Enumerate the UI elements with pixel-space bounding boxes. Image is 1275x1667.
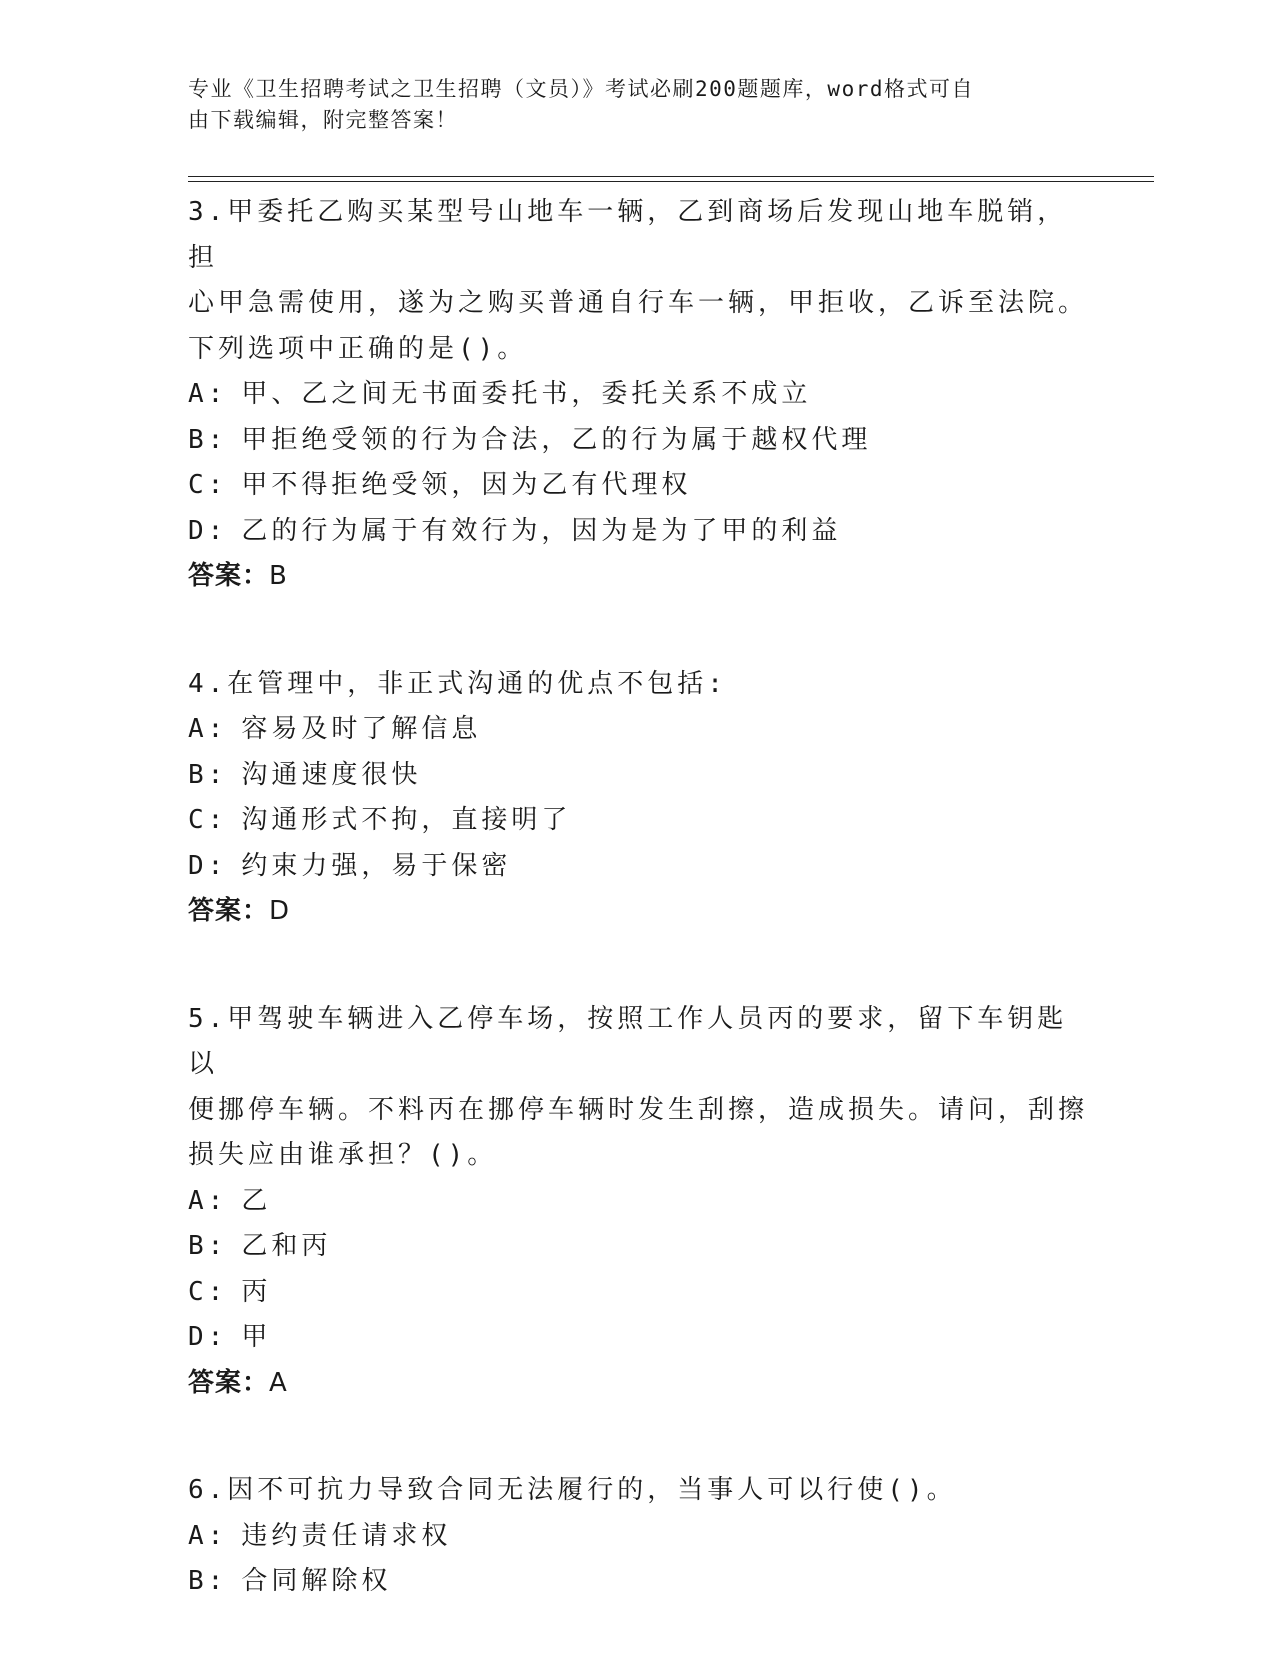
option-text: 乙和丙 bbox=[241, 1231, 332, 1261]
header-divider-bottom bbox=[188, 181, 1154, 182]
question-4 bbox=[188, 662, 1088, 935]
question-stem bbox=[188, 1468, 1088, 1514]
question-list bbox=[188, 190, 1088, 1667]
option-c bbox=[188, 463, 1088, 509]
option-letter: B: bbox=[188, 759, 228, 790]
option-letter: A: bbox=[188, 714, 228, 744]
option-letter: C: bbox=[188, 1276, 228, 1307]
document-header bbox=[188, 74, 1068, 136]
option-text: 甲不得拒绝受领，因为乙有代理权 bbox=[241, 470, 692, 500]
option-a bbox=[188, 372, 1088, 418]
option-text: 乙的行为属于有效行为，因为是为了甲的利益 bbox=[241, 515, 842, 546]
option-letter: B: bbox=[188, 424, 228, 455]
option-text: 容易及时了解信息 bbox=[241, 714, 482, 744]
option-c bbox=[188, 1270, 1088, 1316]
option-text: 合同解除权 bbox=[241, 1566, 392, 1596]
option-letter: D: bbox=[188, 1322, 228, 1352]
answer-value: D bbox=[269, 896, 291, 926]
option-text: 甲拒绝受领的行为合法，乙的行为属于越权代理 bbox=[241, 424, 872, 455]
option-b bbox=[188, 418, 1088, 464]
option-text: 丙 bbox=[241, 1276, 272, 1307]
option-letter: C: bbox=[188, 470, 228, 500]
option-letter: A: bbox=[188, 1185, 228, 1216]
stem-line: 下列选项中正确的是()。 bbox=[188, 333, 528, 364]
option-text: 沟通速度很快 bbox=[241, 759, 422, 790]
question-stem bbox=[188, 997, 1088, 1179]
stem-line: 5.甲驾驶车辆进入乙停车场，按照工作人员丙的要求，留下车钥匙以 bbox=[188, 1003, 1068, 1079]
option-text: 甲 bbox=[241, 1322, 272, 1352]
option-d bbox=[188, 844, 1088, 890]
stem-line: 4.在管理中，非正式沟通的优点不包括: bbox=[188, 668, 727, 699]
question-stem bbox=[188, 190, 1088, 372]
stem-line: 心甲急需使用，遂为之购买普通自行车一辆，甲拒收，乙诉至法院。 bbox=[188, 288, 1089, 318]
option-text: 违约责任请求权 bbox=[241, 1520, 452, 1551]
answer-line bbox=[188, 1361, 1088, 1407]
option-b bbox=[188, 1559, 1088, 1605]
answer-line bbox=[188, 889, 1088, 935]
option-letter: A: bbox=[188, 379, 228, 409]
option-text: 约束力强，易于保密 bbox=[241, 850, 512, 881]
option-d bbox=[188, 1315, 1088, 1361]
question-stem bbox=[188, 662, 1088, 708]
option-a bbox=[188, 1179, 1088, 1225]
option-letter: A: bbox=[188, 1520, 228, 1551]
header-divider-top bbox=[188, 176, 1154, 177]
option-letter: D: bbox=[188, 515, 228, 546]
question-5 bbox=[188, 997, 1088, 1407]
option-letter: C: bbox=[188, 805, 228, 835]
option-b bbox=[188, 753, 1088, 799]
option-b bbox=[188, 1224, 1088, 1270]
answer-label: 答案： bbox=[188, 896, 270, 926]
answer-value: B bbox=[269, 561, 288, 591]
stem-line: 便挪停车辆。不料丙在挪停车辆时发生刮擦，造成损失。请问，刮擦 bbox=[188, 1094, 1089, 1125]
option-d bbox=[188, 509, 1088, 555]
header-line-2: 由下载编辑，附完整答案！ bbox=[188, 108, 458, 132]
option-a bbox=[188, 707, 1088, 753]
option-letter: B: bbox=[188, 1566, 228, 1596]
option-text: 乙 bbox=[241, 1185, 272, 1216]
stem-line: 3.甲委托乙购买某型号山地车一辆，乙到商场后发现山地车脱销，担 bbox=[188, 197, 1068, 273]
option-text: 沟通形式不拘，直接明了 bbox=[241, 805, 572, 835]
answer-label: 答案： bbox=[188, 561, 270, 591]
option-c bbox=[188, 798, 1088, 844]
question-6 bbox=[188, 1468, 1088, 1605]
stem-line: 损失应由谁承担？()。 bbox=[188, 1140, 498, 1170]
option-letter: D: bbox=[188, 850, 228, 881]
answer-line bbox=[188, 554, 1088, 600]
answer-label: 答案： bbox=[188, 1367, 270, 1398]
question-3 bbox=[188, 190, 1088, 600]
option-letter: B: bbox=[188, 1231, 228, 1261]
answer-value: A bbox=[269, 1367, 288, 1398]
header-line-1: 专业《卫生招聘考试之卫生招聘（文员）》考试必刷200题题库，word格式可自 bbox=[188, 77, 974, 101]
option-text: 甲、乙之间无书面委托书，委托关系不成立 bbox=[241, 379, 812, 409]
stem-line: 6.因不可抗力导致合同无法履行的，当事人可以行使()。 bbox=[188, 1475, 957, 1505]
option-a bbox=[188, 1514, 1088, 1560]
